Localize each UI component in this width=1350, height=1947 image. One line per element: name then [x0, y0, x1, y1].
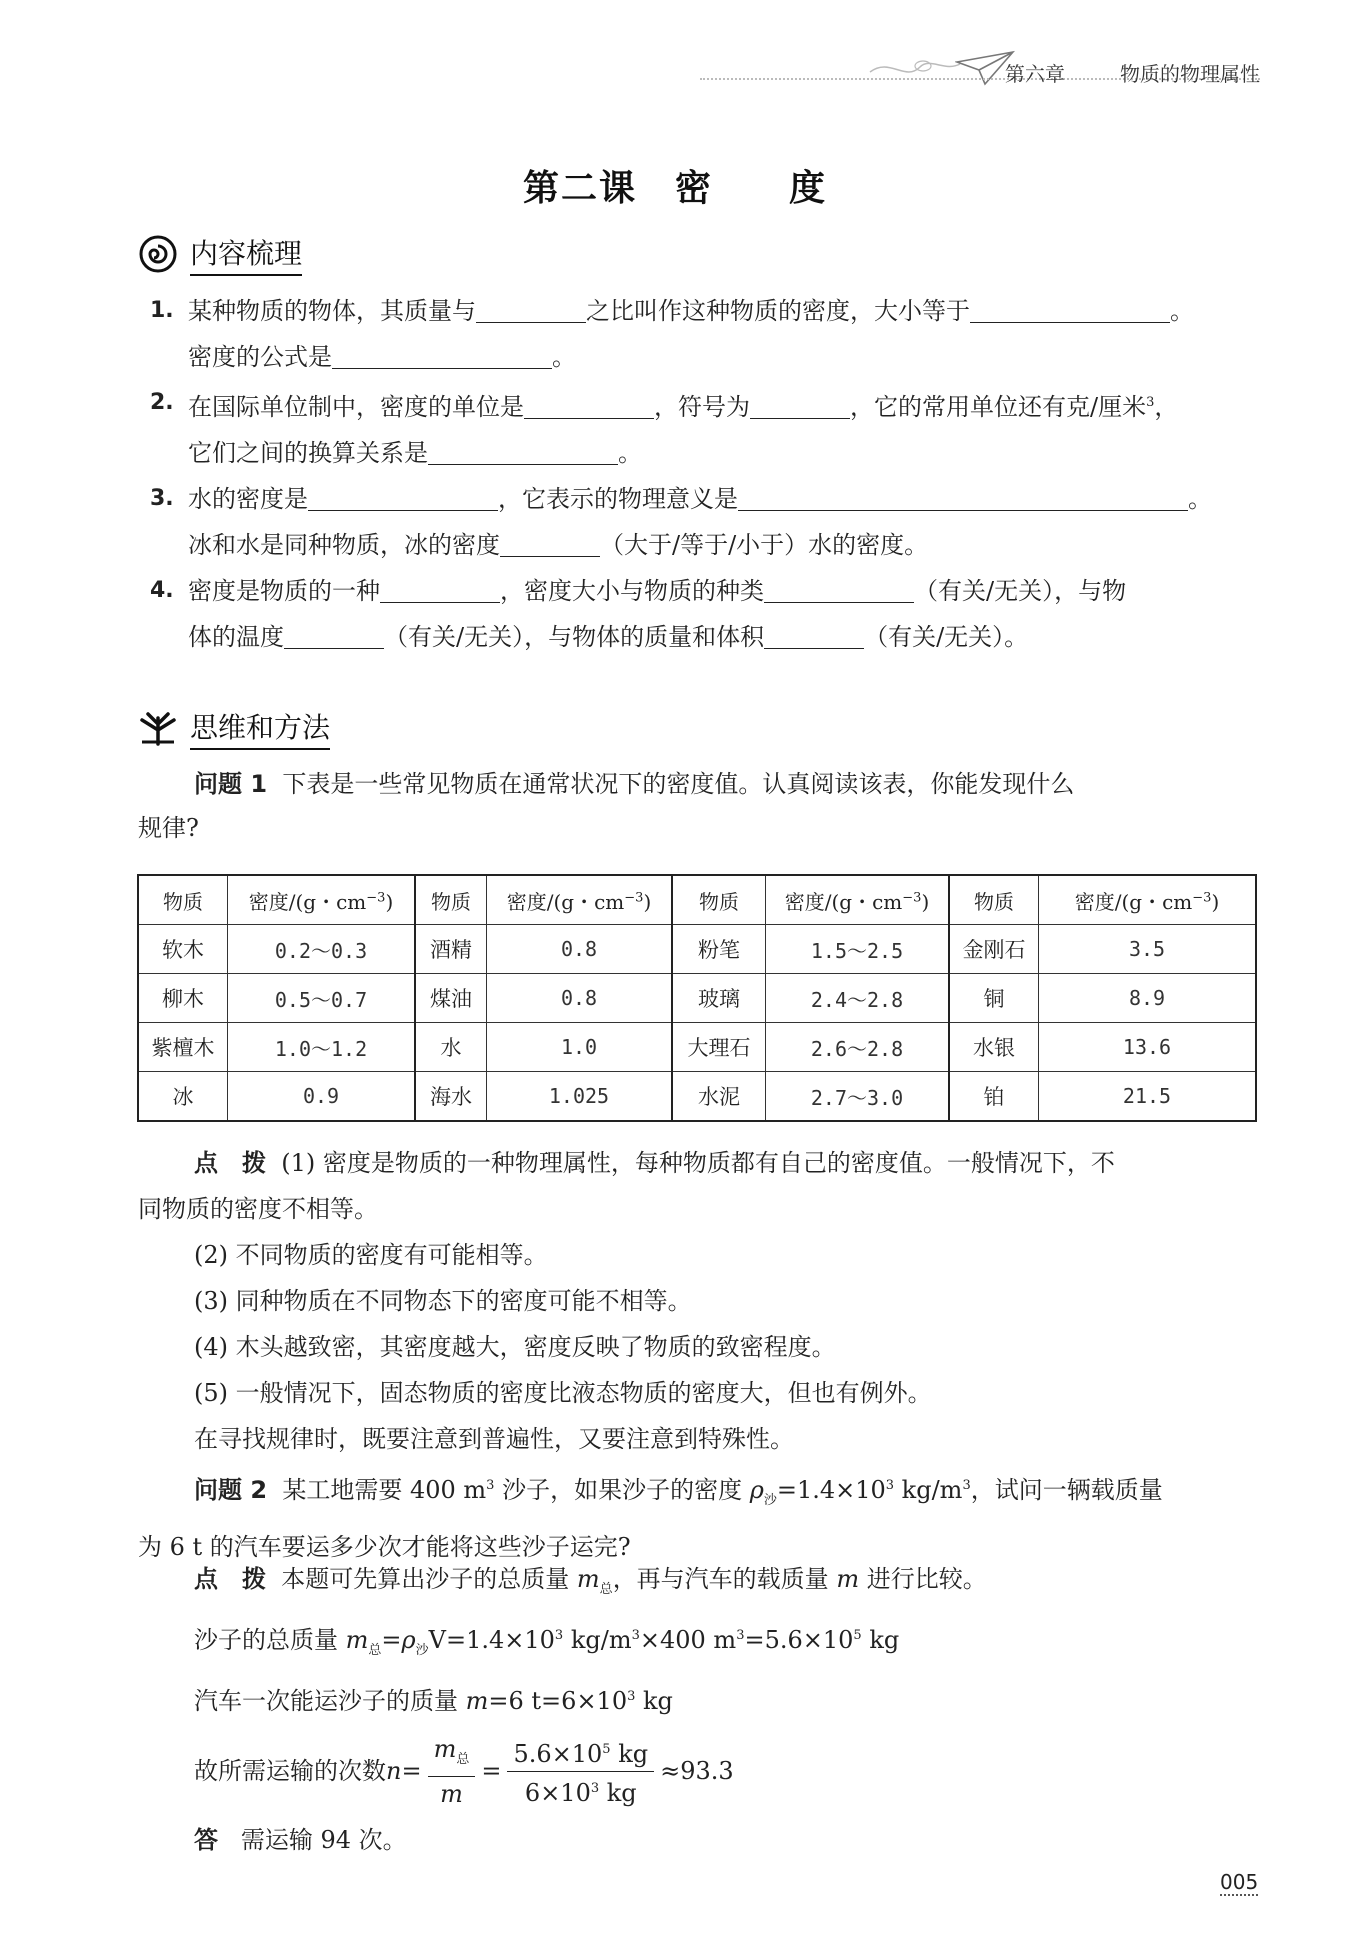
table-row: 软木 0.2～0.3 酒精 0.8 粉笔 1.5～2.5 金刚石 3.5 — [138, 925, 1256, 974]
fraction-numeric: $\frac{5.6\times 10^5 kg}{6\times 10^3 kg}$ — [507, 1733, 654, 1810]
page-title: 第二课 密 度 — [522, 168, 827, 209]
answer-blank[interactable] — [332, 342, 552, 369]
fill-in-list — [150, 288, 1260, 660]
hint-2: 点 拨 本题可先算出沙子的总质量 $m_总$，再与汽车的载质量 m 进行比较。 沙子的总质量 $m_总=\rho_沙V=1.4\times 10^3$ $kg/m^3\times 400$ $m^3=5.6\times 10^5$ kg 汽车一次能运沙子的质量 m=6 $t=6\times 10^3$ kg 故所需运输的次数 n = $\frac{m_总}{m}$ = $\frac{5.6\times 10^5 kg}{6\times 10^3 kg}$ ≈93.3 答 需运输 94 次。 — [138, 1556, 1260, 1863]
answer-blank[interactable] — [428, 438, 618, 465]
section-heading-methods — [138, 706, 330, 750]
answer-blank[interactable] — [764, 576, 914, 603]
table-row: 紫檀木 1.0～1.2 水 1.0 大理石 2.6～2.8 水银 13.6 — [138, 1023, 1256, 1072]
answer-blank[interactable] — [738, 484, 1188, 511]
fraction-symbolic: $\frac{m_总}{m}$ — [428, 1732, 476, 1812]
section-heading-content — [138, 232, 302, 276]
answer-blank[interactable] — [970, 296, 1170, 323]
header-chapter: 第六章 物质的物理属性 — [1004, 62, 1260, 86]
hint-1: 点 拨 (1) 密度是物质的一种物理属性，每种物质都有自己的密度值。一般情况下，不 同物质的密度不相等。 (2) 不同物质的密度有可能相等。 (3) 同种物质在不同物态下的密度可能不相等。 (4) 木头越致密，其密度越大，密度反映了物质的致密程度。 (5) 一般情况下，固态物质的密度比液态物质的密度大，但也有例外。 在寻找规律时，既要注意到普遍性，又要注意到特殊性。 — [138, 1149, 1115, 1453]
page-number: 005 — [1220, 1870, 1259, 1894]
table-row: 柳木 0.5～0.7 煤油 0.8 玻璃 2.4～2.8 铜 8.9 — [138, 974, 1256, 1023]
answer-blank[interactable] — [308, 484, 498, 511]
fraction-line: 故所需运输的次数 n = $\frac{m_总}{m}$ = $\frac{5.6\times 10^5 kg}{6\times 10^3 kg}$ ≈93.3 — [138, 1732, 1260, 1812]
answer-blank[interactable] — [750, 392, 850, 419]
question-2: 问题 2 某工地需要 400 $m^3$ 沙子，如果沙子的密度 $\rho_沙=1.4\times 10^3$ $kg/m^3$，试问一辆载质量 为 6 t 的汽车要运多少次才能将这些沙子运完? — [138, 1476, 1163, 1561]
answer-blank[interactable] — [476, 296, 586, 323]
list-item: 3. 水的密度是 ，它表示的物理意义是 。 冰和水是同种物质，冰的密度 （大于/等于/小于）水的密度。 — [150, 485, 1212, 559]
table-row: 冰 0.9 海水 1.025 水泥 2.7～3.0 铂 21.5 — [138, 1072, 1256, 1122]
answer-blank[interactable] — [500, 530, 600, 557]
density-table — [137, 874, 1257, 1122]
section-label: 内容梳理 — [190, 232, 302, 276]
list-item: 1. 某种物质的物体，其质量与 之比叫作这种物质的密度，大小等于 。 密度的公式是 。 — [150, 297, 1194, 371]
question-1: 问题 1 下表是一些常见物质在通常状况下的密度值。认真阅读该表，你能发现什么 规律? — [138, 770, 1075, 842]
answer-blank[interactable] — [764, 622, 864, 649]
answer-blank[interactable] — [524, 392, 654, 419]
list-item: 2. 在国际单位制中，密度的单位是 ，符号为 ，它的常用单位还有克/厘米$^3$， 它们之间的换算关系是 。 — [150, 390, 1179, 467]
page-header — [0, 0, 1350, 100]
spiral-icon — [138, 234, 178, 274]
table-header-row: 物质 密度/(g・$cm^{-3}$) 物质 密度/(g・$cm^{-3}$) 物质 密度/(g・$cm^{-3}$) 物质 密度/(g・$cm^{-3}$) — [138, 875, 1256, 925]
section-label: 思维和方法 — [190, 706, 330, 750]
answer-blank[interactable] — [380, 576, 500, 603]
sprout-icon — [138, 708, 178, 748]
answer-blank[interactable] — [284, 622, 384, 649]
list-item: 4. 密度是物质的一种 ，密度大小与物质的种类 （有关/无关），与物 体的温度 （有关/无关），与物体的质量和体积 （有关/无关）。 — [150, 577, 1127, 651]
